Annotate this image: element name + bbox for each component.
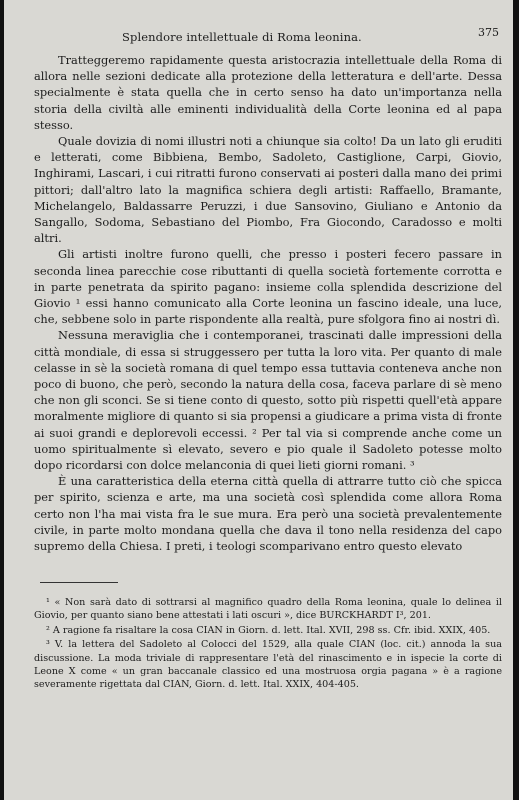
footnote-divider (40, 582, 118, 583)
running-head (64, 26, 501, 46)
paragraph: Tratteggeremo rapidamente questa aristocrazia intellettuale della Roma di allora nelle sezioni dedicate alla protezione della letteratura e dell'arte. Dessa specialmente è stata quella che in certo senso ha dato un'importanza nella storia della civiltà alle eminenti individualità della Corte leonina ed al papa stesso. (34, 53, 502, 132)
footnote: ¹ « Non sarà dato di sottrarsi al magnifico quadro della Roma leonina, quale lo delinea il Giovio, per quanto siano bene attestati i lati oscuri », dice BURCKHARDT I³, 201. (34, 597, 502, 622)
paragraph: Gli artisti inoltre furono quelli, che presso i posteri fecero passare in seconda linea parecchie cose ributtanti di quella società fortemente corrotta e in parte penetrata da spirito pagano: insieme colla splendida descrizione del Giovio ¹ essi hanno comunicato alla Corte leonina un fascino ideale, una luce, che, sebbene solo in parte rispondente alla realtà, pure sfolgora fino ai nostri dì. (34, 247, 502, 327)
paragraph: È una caratteristica della eterna città quella di attrarre tutto ciò che spicca per spirito, scienza e arte, ma una società così splendida come allora Roma certo non l'ha mai vista fra le sue mura. Era però una società prevalentemente civile, in parte molto mondana quella che dava il tono nella residenza del capo supremo della Chiesa. I preti, i teologi scomparivano entro questo elevato (34, 474, 502, 554)
paragraph: Quale dovizia di nomi illustri noti a chiunque sia colto! Da un lato gli eruditi e letterati, come Bibbiena, Bembo, Sadoleto, Castiglione, Carpi, Giovio, Inghirami, Lascari, i cui ritratti furono conservati ai posteri dalla mano dei primi pittori; dall'altro lato la magnifica schiera degli artisti: Raffaello, Bramante, Michelangelo, Baldassarre Peruzzi, i due Sansovino, Giuliano e Antonio da Sangallo, Sodoma, Sebastiano del Piombo, Fra Giocondo, Caradosso e molti altri. (34, 134, 502, 246)
footnote: ³ V. la lettera del Sadoleto al Colocci del 1529, alla quale CIAN (loc. cit.) annoda la sua discussione. La moda triviale di rappresentare l'età del rinascimento e in ispecie la corte di Leone X come « un gran baccanale classico ed una mostruosa orgia pagana » è a ragione severamente rigettata dal CIAN, Giorn. d. lett. Ital. XXIX, 404-405. (34, 639, 502, 691)
footnotes (34, 596, 502, 693)
page-number: 375 (478, 26, 499, 39)
paragraph: Nessuna meraviglia che i contemporanei, trascinati dalle impressioni della città mondiale, di essa si struggessero per tutta la loro vita. Per quanto di male celasse in sè la società romana di quel tempo essa tuttavia conteneva anche non poco di buono, che però, secondo la natura della cosa, faceva parlare di sè meno che non gli sconci. Se si tiene conto di questo, sotto più rispetti quell'età appare moralmente migliore di quanto si sia propensi a giudicare a prima vista di fronte ai suoi grandi e deplorevoli eccessi. ² Per tal via si comprende anche come un uomo spiritualmente sì elevato, severo e pio quale il Sadoleto potesse molto dopo ricordarsi con dolce melanconia di quei lieti giorni romani. ³ (34, 328, 502, 473)
footnote: ² A ragione fa risaltare la cosa CIAN in Giorn. d. lett. Ital. XVII, 298 ss. Cfr. ibid. XXIX, 405. (46, 624, 491, 636)
running-title: Splendore intellettuale di Roma leonina. (122, 30, 362, 44)
body-text (34, 52, 502, 554)
book-page (4, 0, 513, 800)
